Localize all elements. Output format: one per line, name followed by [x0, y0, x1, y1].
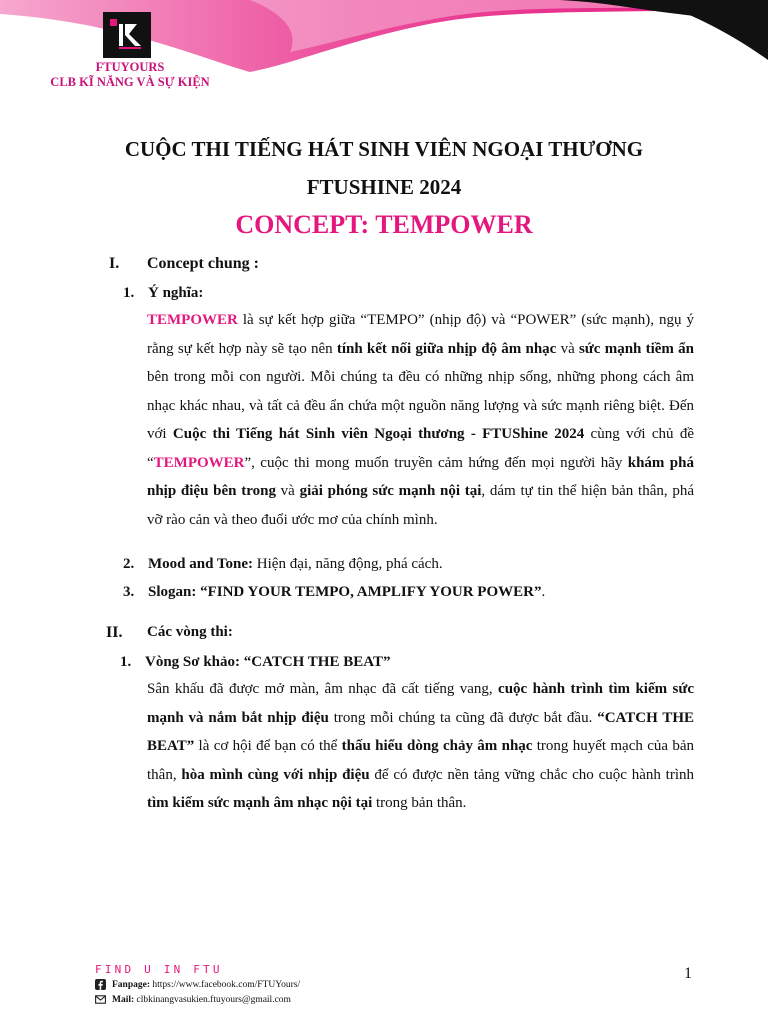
bold-run: tìm kiếm sức mạnh âm nhạc nội tại	[147, 795, 373, 811]
section-1-number: I.	[109, 255, 120, 272]
section-2-number: II.	[106, 624, 123, 641]
text-run: trong huyết mạch của bản thân,	[147, 738, 694, 783]
text-run: bên trong mỗi con người. Mỗi chúng ta đều có những nhịp sống, những phong cách âm nhạc khác nhau, và tất cả đều ẩn chứa một nguồn năng lượng và sức mạnh riêng biệt. Đến với	[147, 369, 694, 442]
bold-run: hòa mình cùng với nhịp điệu	[181, 766, 370, 783]
mood-value: Hiện đại, năng động, phá cách.	[253, 556, 443, 572]
mail-label: Mail:	[112, 994, 135, 1005]
item-number: 3.	[123, 584, 135, 600]
item-number: 1.	[120, 654, 132, 670]
item-number: 1.	[123, 285, 135, 301]
logo-mark-icon	[107, 16, 147, 54]
footer-fanpage	[95, 979, 300, 990]
text-run: là cơ hội để bạn có thể	[194, 738, 342, 754]
text-run: cùng với chủ đề “	[147, 426, 694, 471]
text-run: trong mỗi chúng ta cũng đã được bắt đầu.	[328, 709, 598, 726]
slogan-period: .	[541, 584, 546, 600]
meaning-paragraph	[147, 306, 694, 534]
footer-mail	[95, 994, 291, 1005]
contest-title: CUỘC THI TIẾNG HÁT SINH VIÊN NGOẠI THƯƠNG	[124, 137, 644, 161]
text-run: Sân khấu đã được mở màn, âm nhạc đã cất tiếng vang,	[147, 681, 499, 697]
text-run: , dám tự tin thể hiện bản thân, phá vỡ rào cản và theo đuổi ước mơ của chính mình.	[147, 483, 694, 528]
item-label: Ý nghĩa:	[148, 285, 204, 301]
bold-run: giải phóng sức mạnh nội tại	[299, 483, 482, 499]
mail-address[interactable]: clbkinangvasukien.ftuyours@gmail.com	[134, 994, 291, 1005]
round-paragraph	[147, 675, 694, 818]
round-label: Vòng Sơ khảo:	[145, 654, 241, 670]
item-number: 2.	[123, 556, 135, 572]
text-run: trong bản thân.	[372, 795, 467, 811]
brand-subtitle: CLB KĨ NĂNG VÀ SỰ KIỆN	[50, 75, 210, 89]
contest-edition: FTUSHINE 2024	[306, 175, 462, 199]
section-1-label: Concept chung :	[147, 255, 260, 272]
bold-run: “CATCH THE BEAT”	[147, 709, 695, 754]
text-run: ”, cuộc thi mong muốn truyền cảm hứng đến mọi người hãy	[244, 454, 628, 471]
brand-name: FTUYOURS	[95, 60, 165, 74]
bold-run: khám phá nhịp điệu bên trong	[147, 454, 694, 499]
text-run: là sự kết hợp giữa “TEMPO” (nhịp độ) và “POWER” (sức mạnh), ngụ ý rằng sự kết hợp này sẽ tạo nên	[147, 312, 694, 357]
mood-label: Mood and Tone:	[148, 556, 254, 572]
mail-icon	[95, 994, 106, 1005]
round-name: “CATCH THE BEAT”	[240, 654, 391, 670]
footer-tagline: FIND U IN FTU	[95, 963, 223, 976]
ftuyours-logo	[103, 12, 151, 58]
text-run: và	[275, 483, 300, 499]
bold-run: sức mạnh tiềm ẩn	[578, 340, 694, 357]
text-run: và	[556, 340, 579, 357]
concept-heading: CONCEPT: TEMPOWER	[235, 210, 533, 239]
club-brand	[40, 60, 220, 90]
bold-run: cuộc hành trình tìm kiếm sức mạnh và nắm bắt nhịp điệu	[147, 681, 694, 726]
tempower-highlight: TEMPOWER	[153, 454, 245, 471]
fanpage-label: Fanpage:	[112, 979, 150, 990]
section-2-label: Các vòng thi:	[147, 624, 233, 640]
bold-run: Cuộc thi Tiếng hát Sinh viên Ngoại thương - FTUShine 2024	[172, 426, 585, 442]
tempower-highlight: TEMPOWER	[147, 312, 238, 328]
page-number: 1	[684, 965, 692, 982]
fanpage-url[interactable]: https://www.facebook.com/FTUYours/	[150, 979, 301, 990]
slogan-text: Slogan: “FIND YOUR TEMPO, AMPLIFY YOUR POWER”	[148, 584, 542, 600]
bold-run: thấu hiểu dòng chảy âm nhạc	[341, 738, 533, 754]
text-run: để có được nền tảng vững chắc cho cuộc hành trình	[369, 766, 694, 783]
facebook-icon	[95, 979, 106, 990]
bold-run: tính kết nối giữa nhịp độ âm nhạc	[336, 340, 557, 357]
